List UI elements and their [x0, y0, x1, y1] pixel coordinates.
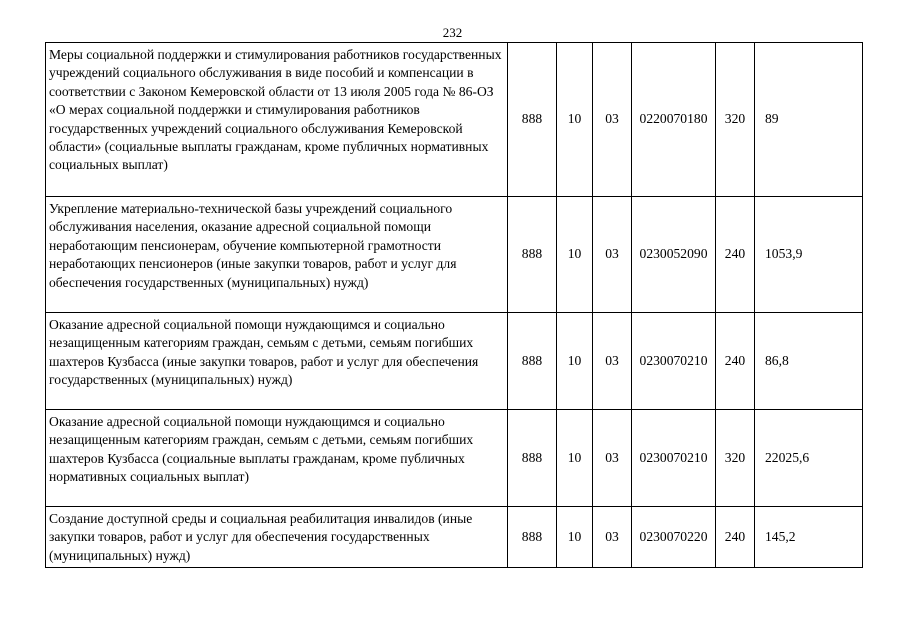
- table-row: [46, 197, 863, 313]
- subsection-code: 03: [593, 197, 632, 313]
- row-description: Оказание адресной социальной помощи нуждающимся и социально незащищенным категориям граждан, семьям с детьми, семьям погибших шахтеров Кузбасса (социальные выплаты гражданам, кроме публичных нормативных социальных выплат): [46, 410, 508, 507]
- page-number: 232: [442, 25, 463, 40]
- expense-type-code: 240: [716, 313, 755, 410]
- row-description: Создание доступной среды и социальная реабилитация инвалидов (иные закупки товаров, работ и услуг для обеспечения государственных (муниципальных) нужд): [46, 507, 508, 568]
- subsection-code: 03: [593, 410, 632, 507]
- target-article-code: 0220070180: [632, 43, 716, 197]
- ministry-code: 888: [508, 507, 557, 568]
- amount-value: 145,2: [755, 507, 863, 568]
- ministry-code: 888: [508, 410, 557, 507]
- table-row: [46, 313, 863, 410]
- target-article-code: 0230052090: [632, 197, 716, 313]
- subsection-code: 03: [593, 507, 632, 568]
- amount-value: 86,8: [755, 313, 863, 410]
- section-code: 10: [557, 43, 593, 197]
- section-code: 10: [557, 313, 593, 410]
- table-row: [46, 507, 863, 568]
- ministry-code: 888: [508, 43, 557, 197]
- ministry-code: 888: [508, 313, 557, 410]
- expense-type-code: 240: [716, 507, 755, 568]
- subsection-code: 03: [593, 43, 632, 197]
- row-description: Оказание адресной социальной помощи нуждающимся и социально незащищенным категориям граждан, семьям с детьми, семьям погибших шахтеров Кузбасса (иные закупки товаров, работ и услуг для обеспечения государственных (муниципальных) нужд): [46, 313, 508, 410]
- amount-value: 1053,9: [755, 197, 863, 313]
- expense-type-code: 320: [716, 410, 755, 507]
- amount-value: 22025,6: [755, 410, 863, 507]
- table-row: [46, 410, 863, 507]
- section-code: 10: [557, 507, 593, 568]
- ministry-code: 888: [508, 197, 557, 313]
- target-article-code: 0230070210: [632, 313, 716, 410]
- expense-type-code: 240: [716, 197, 755, 313]
- table-row: [46, 43, 863, 197]
- budget-table: [45, 42, 863, 568]
- expense-type-code: 320: [716, 43, 755, 197]
- target-article-code: 0230070220: [632, 507, 716, 568]
- amount-value: 89: [755, 43, 863, 197]
- row-description: Меры социальной поддержки и стимулирования работников государственных учреждений социального обслуживания в виде пособий и компенсации в соответствии с Законом Кемеровской области от 13 июля 2005 года № 86-ОЗ «О мерах социальной поддержки и стимулирования работников государственных учреждений социального обслуживания Кемеровской области» (социальные выплаты гражданам, кроме публичных нормативных социальных выплат): [46, 43, 508, 197]
- section-code: 10: [557, 197, 593, 313]
- subsection-code: 03: [593, 313, 632, 410]
- row-description: Укрепление материально-технической базы учреждений социального обслуживания населения, оказание адресной социальной помощи неработающим пенсионерам, обучение компьютерной грамотности неработающих пенсионеров (иные закупки товаров, работ и услуг для обеспечения государственных (муниципальных) нужд): [46, 197, 508, 313]
- target-article-code: 0230070210: [632, 410, 716, 507]
- section-code: 10: [557, 410, 593, 507]
